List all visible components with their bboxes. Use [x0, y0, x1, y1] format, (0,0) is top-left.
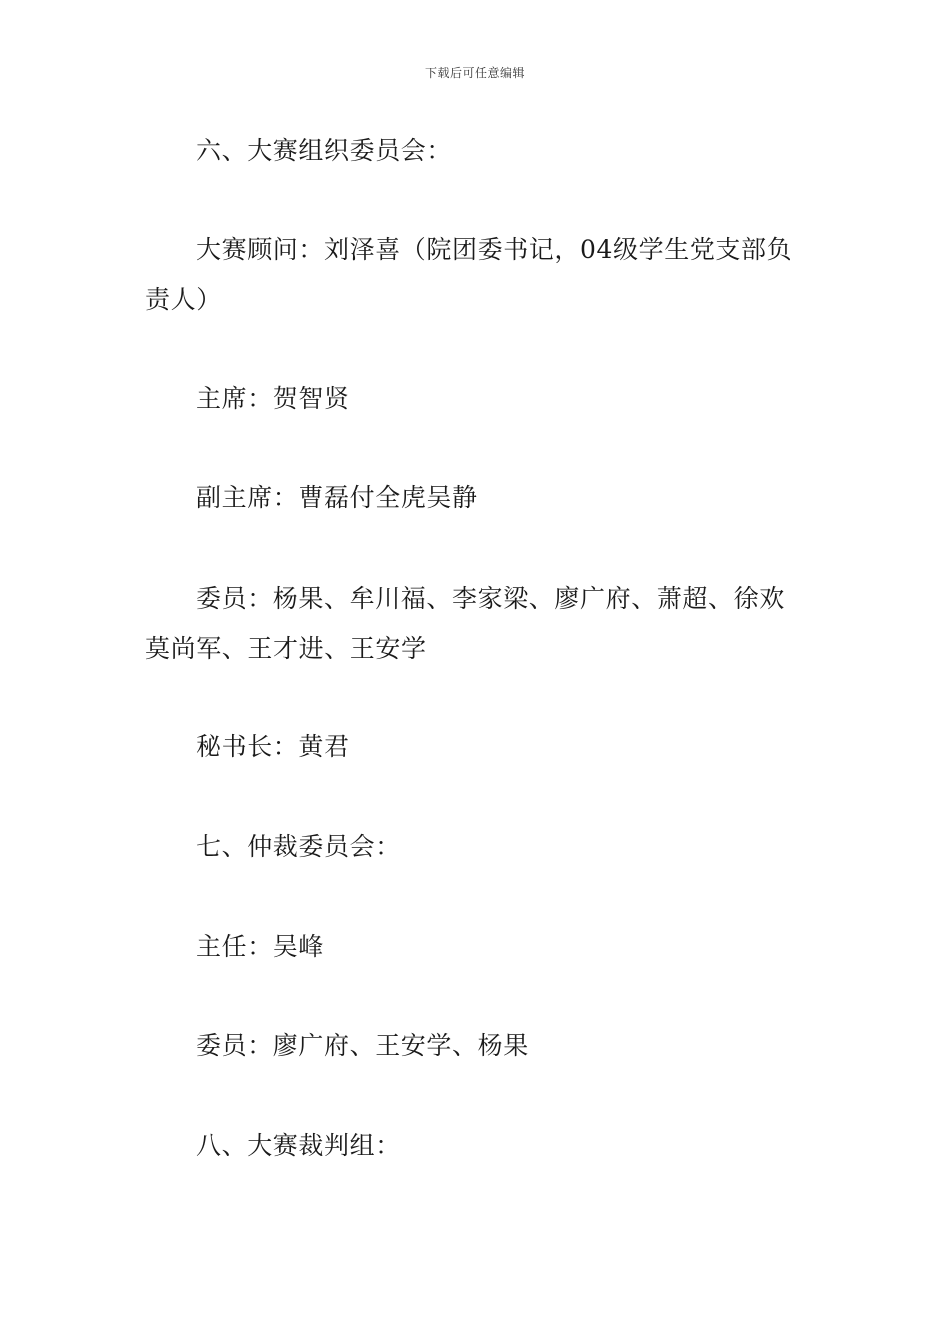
paragraph-arbitration-members: 委员：廖广府、王安学、杨果: [196, 1031, 529, 1060]
paragraph-committee-members: 委员：杨果、牟川福、李家梁、廖广府、萧超、徐欢莫尚军、王才进、王安学: [145, 584, 785, 663]
paragraph-arbitration-director: 主任：吴峰: [196, 932, 325, 961]
section-heading-organizing-committee: 六、大赛组织委员会：: [196, 136, 453, 165]
paragraph-chairman: 主席：贺智贤: [196, 384, 350, 413]
paragraph-vice-chairman: 副主席：曹磊付全虎吴静: [196, 483, 478, 512]
paragraph-secretary-general: 秘书长：黄君: [196, 732, 350, 761]
section-heading-referee-group: 八、大赛裁判组：: [196, 1131, 401, 1160]
page-header: 下载后可任意编辑: [424, 66, 525, 80]
paragraph-advisor: 大赛顾问：刘泽喜（院团委书记，04级学生党支部负责人）: [145, 235, 793, 314]
section-heading-arbitration-committee: 七、仲裁委员会：: [196, 832, 401, 861]
